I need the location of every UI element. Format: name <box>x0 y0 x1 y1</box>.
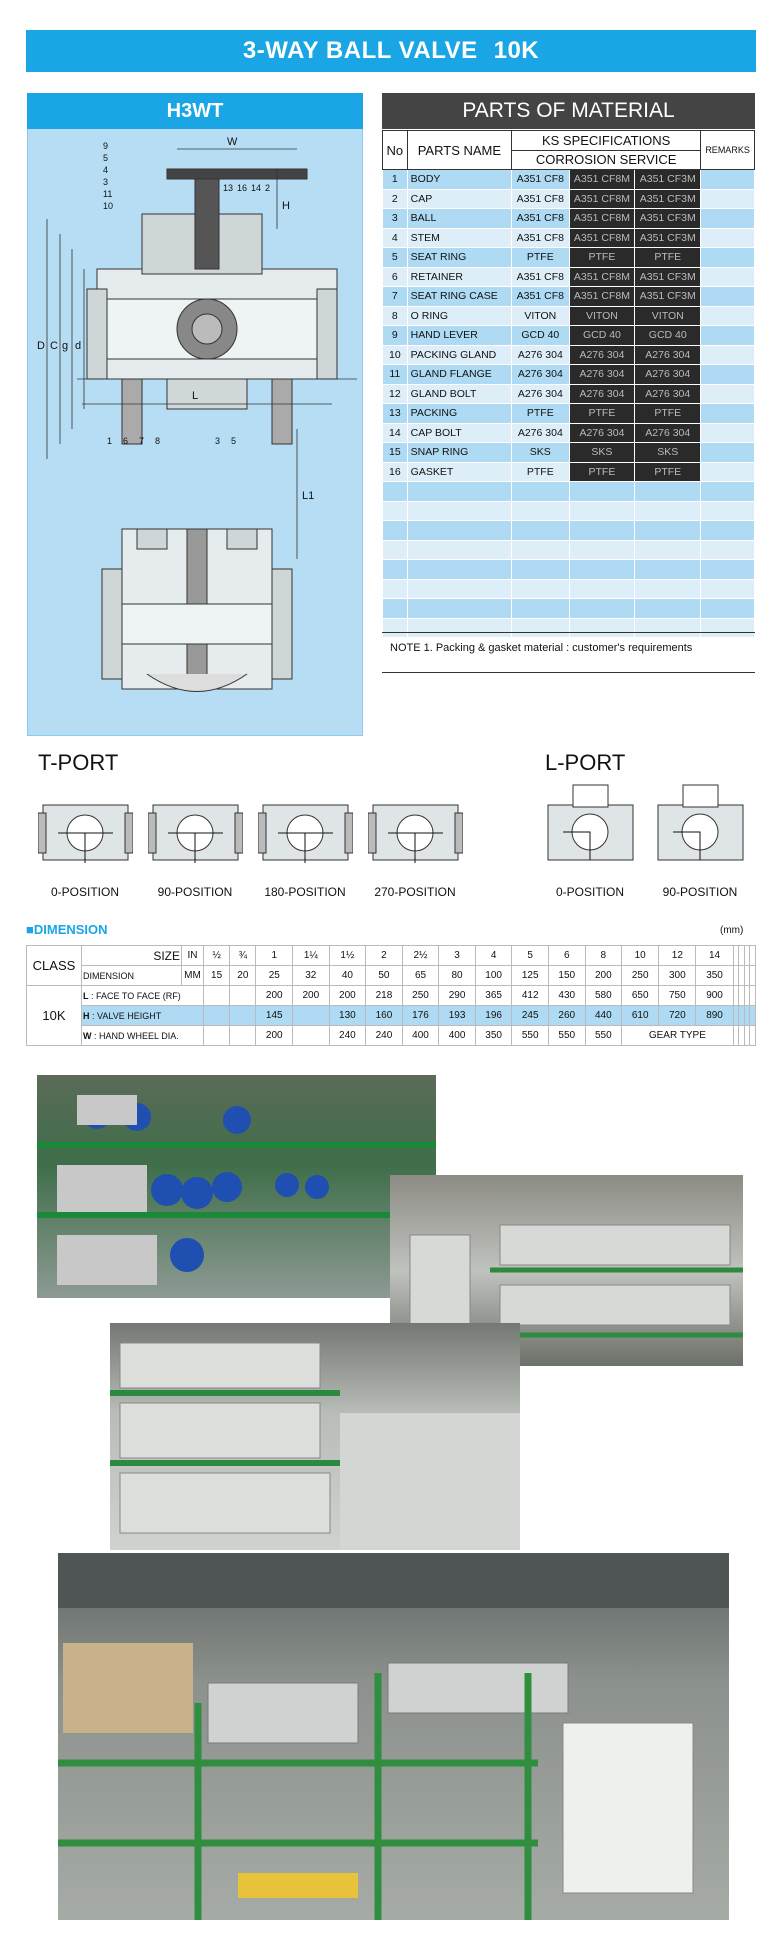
part-material-a: PTFE <box>512 462 569 482</box>
valve-cross-section-drawing <box>27 129 363 736</box>
table-row <box>383 384 755 404</box>
part-name: O RING <box>407 306 511 326</box>
callout: 3 <box>103 177 109 187</box>
t-port-diagram <box>368 795 463 875</box>
table-row <box>383 306 755 326</box>
part-name: CAP BOLT <box>407 423 511 443</box>
callout: 14 <box>251 183 262 193</box>
dim-value: 750 <box>659 986 696 1006</box>
header-parts-name: PARTS NAME <box>407 131 511 170</box>
part-remarks <box>701 267 755 287</box>
size-inch: 6 <box>548 946 585 966</box>
part-material-a: GCD 40 <box>512 326 569 346</box>
part-material-b: A351 CF8M <box>569 287 635 307</box>
table-row <box>383 326 755 346</box>
dim-value: 440 <box>585 1006 622 1026</box>
size-inch: 12 <box>659 946 696 966</box>
t-port-diagram <box>38 795 133 875</box>
part-name: BALL <box>407 209 511 229</box>
dim-value: 196 <box>475 1006 512 1026</box>
size-mm: 50 <box>366 966 403 986</box>
part-remarks <box>701 326 755 346</box>
dim-value: 250 <box>402 986 439 1006</box>
dim-value: 580 <box>585 986 622 1006</box>
table-row <box>383 228 755 248</box>
size-inch: 4 <box>475 946 512 966</box>
dim-code: L <box>83 990 89 1001</box>
size-mm: 40 <box>329 966 366 986</box>
size-inch: ½ <box>204 946 230 966</box>
part-no: 12 <box>383 384 408 404</box>
table-row <box>383 209 755 229</box>
part-material-b: A276 304 <box>569 384 635 404</box>
part-material-b: GCD 40 <box>569 326 635 346</box>
part-material-c: VITON <box>635 306 701 326</box>
part-material-b: A351 CF8M <box>569 267 635 287</box>
dim-g: g <box>62 340 69 352</box>
part-no: 7 <box>383 287 408 307</box>
part-name: GASKET <box>407 462 511 482</box>
part-material-a: VITON <box>512 306 569 326</box>
part-name: GLAND BOLT <box>407 384 511 404</box>
dim-code: H <box>83 1010 90 1021</box>
dim-value <box>204 986 230 1006</box>
header-ks-spec: KS SPECIFICATIONS <box>512 131 701 151</box>
parts-table <box>382 130 755 638</box>
dim-value: 365 <box>475 986 512 1006</box>
callout: 10 <box>103 201 114 211</box>
dim-value <box>230 986 256 1006</box>
page-banner <box>26 30 756 72</box>
size-inch: 2½ <box>402 946 439 966</box>
part-material-a: A276 304 <box>512 384 569 404</box>
size-mm: 100 <box>475 966 512 986</box>
part-name: SNAP RING <box>407 443 511 463</box>
dim-value: 260 <box>548 1006 585 1026</box>
part-name: HAND LEVER <box>407 326 511 346</box>
header-no: No <box>383 131 408 170</box>
part-material-c: PTFE <box>635 462 701 482</box>
part-material-b: A351 CF8M <box>569 170 635 190</box>
callout: 3 <box>215 436 221 446</box>
size-mm: 150 <box>548 966 585 986</box>
dim-C: C <box>50 340 58 352</box>
table-row <box>383 248 755 268</box>
l-port-position-label: 0-POSITION <box>555 885 624 899</box>
part-remarks <box>701 423 755 443</box>
size-header: SIZE <box>82 946 182 966</box>
part-material-a: A351 CF8 <box>512 189 569 209</box>
dim-value: 218 <box>366 986 403 1006</box>
dim-desc: : VALVE HEIGHT <box>92 1010 162 1021</box>
part-material-c: A276 304 <box>635 365 701 385</box>
part-material-c: A351 CF3M <box>635 189 701 209</box>
size-inch: 14 <box>696 946 733 966</box>
dim-value: 240 <box>366 1026 403 1046</box>
size-inch: 2 <box>366 946 403 966</box>
table-row <box>383 345 755 365</box>
part-material-c: A351 CF3M <box>635 170 701 190</box>
drawing-title: H3WT <box>27 93 363 129</box>
callout: 5 <box>231 436 237 446</box>
empty-row <box>383 521 755 541</box>
dim-value: 890 <box>696 1006 733 1026</box>
table-row <box>383 267 755 287</box>
dim-desc: : HAND WHEEL DIA. <box>94 1030 179 1041</box>
callout: 13 <box>223 183 234 193</box>
empty-row <box>383 560 755 580</box>
warehouse-photo-3 <box>110 1323 520 1550</box>
dim-value: 145 <box>256 1006 293 1026</box>
part-material-b: A276 304 <box>569 345 635 365</box>
part-material-b: A276 304 <box>569 423 635 443</box>
part-material-c: GCD 40 <box>635 326 701 346</box>
part-material-c: A276 304 <box>635 345 701 365</box>
part-material-a: A351 CF8 <box>512 170 569 190</box>
mm-header: MM <box>182 966 204 986</box>
part-material-c: A351 CF3M <box>635 209 701 229</box>
dim-L1: L1 <box>302 490 315 502</box>
table-row <box>383 443 755 463</box>
dim-L: L <box>192 390 199 402</box>
part-name: RETAINER <box>407 267 511 287</box>
table-row <box>383 287 755 307</box>
part-remarks <box>701 248 755 268</box>
dimension-label-text: DIMENSION <box>33 922 108 937</box>
empty-row <box>383 501 755 521</box>
warehouse-photo-4 <box>58 1553 729 1920</box>
dim-value <box>204 1026 230 1046</box>
dim-value: 350 <box>475 1026 512 1046</box>
part-material-a: A276 304 <box>512 345 569 365</box>
size-mm: 80 <box>439 966 476 986</box>
size-mm: 125 <box>512 966 549 986</box>
header-corrosion: CORROSION SERVICE <box>512 150 701 170</box>
class-value: 10K <box>27 986 82 1046</box>
part-remarks <box>701 209 755 229</box>
banner-title: 3-WAY BALL VALVE <box>242 37 478 64</box>
dim-value: 400 <box>402 1026 439 1046</box>
part-no: 10 <box>383 345 408 365</box>
t-port-position-label: 0-POSITION <box>50 885 119 899</box>
part-no: 6 <box>383 267 408 287</box>
dim-value <box>293 1006 330 1026</box>
t-port-position-label: 270-POSITION <box>374 885 456 899</box>
dim-value: 720 <box>659 1006 696 1026</box>
part-no: 2 <box>383 189 408 209</box>
empty-row <box>383 618 755 638</box>
part-material-c: SKS <box>635 443 701 463</box>
part-material-a: PTFE <box>512 404 569 424</box>
size-mm: 300 <box>659 966 696 986</box>
empty-row <box>383 579 755 599</box>
part-material-a: A351 CF8 <box>512 267 569 287</box>
dim-desc: : FACE TO FACE (RF) <box>91 990 181 1001</box>
l-port-position-label: 90-POSITION <box>662 885 738 899</box>
part-material-b: A351 CF8M <box>569 189 635 209</box>
part-material-c: A351 CF3M <box>635 228 701 248</box>
dim-row-label <box>82 1026 204 1046</box>
dim-value: 176 <box>402 1006 439 1026</box>
part-material-b: PTFE <box>569 248 635 268</box>
part-name: CAP <box>407 189 511 209</box>
empty-row <box>383 540 755 560</box>
callout: 7 <box>139 436 145 446</box>
callout: 6 <box>123 436 129 446</box>
callout: 1 <box>107 436 113 446</box>
part-material-a: A276 304 <box>512 365 569 385</box>
size-mm: 350 <box>696 966 733 986</box>
part-name: BODY <box>407 170 511 190</box>
part-name: SEAT RING CASE <box>407 287 511 307</box>
part-remarks <box>701 287 755 307</box>
class-header: CLASS <box>27 946 82 986</box>
part-remarks <box>701 384 755 404</box>
part-material-b: SKS <box>569 443 635 463</box>
size-mm: 65 <box>402 966 439 986</box>
size-inch: 10 <box>622 946 659 966</box>
table-row <box>383 423 755 443</box>
callout: 2 <box>265 183 271 193</box>
part-remarks <box>701 365 755 385</box>
dim-row-label <box>82 1006 204 1026</box>
dimension-unit: (mm) <box>720 925 744 936</box>
callout: 9 <box>103 141 109 151</box>
warehouse-photo-1 <box>37 1075 436 1298</box>
table-row <box>383 365 755 385</box>
size-inch: 1¼ <box>293 946 330 966</box>
dim-value: 900 <box>696 986 733 1006</box>
gear-type: GEAR TYPE <box>622 1026 734 1046</box>
dim-value: 200 <box>256 1026 293 1046</box>
dim-code: W <box>83 1030 92 1041</box>
part-remarks <box>701 404 755 424</box>
part-material-b: A351 CF8M <box>569 209 635 229</box>
l-port-diagram <box>543 780 638 875</box>
part-material-b: A276 304 <box>569 365 635 385</box>
part-remarks <box>701 306 755 326</box>
parts-title: PARTS OF MATERIAL <box>382 93 755 129</box>
size-inch: 8 <box>585 946 622 966</box>
part-remarks <box>701 443 755 463</box>
dimension-label: ■DIMENSION <box>26 922 108 937</box>
part-name: SEAT RING <box>407 248 511 268</box>
dim-value: 610 <box>622 1006 659 1026</box>
part-material-c: A276 304 <box>635 423 701 443</box>
l-port-diagram <box>653 780 748 875</box>
part-material-c: PTFE <box>635 248 701 268</box>
part-material-a: PTFE <box>512 248 569 268</box>
part-no: 9 <box>383 326 408 346</box>
part-no: 8 <box>383 306 408 326</box>
part-material-c: A351 CF3M <box>635 287 701 307</box>
dim-value: 245 <box>512 1006 549 1026</box>
l-port-title: L-PORT <box>545 750 626 775</box>
dim-W: W <box>227 136 238 148</box>
banner-class: 10K <box>493 37 540 64</box>
dim-H: H <box>282 200 290 212</box>
part-material-c: A351 CF3M <box>635 267 701 287</box>
part-material-a: SKS <box>512 443 569 463</box>
part-no: 14 <box>383 423 408 443</box>
dim-value: 130 <box>329 1006 366 1026</box>
dim-value: 650 <box>622 986 659 1006</box>
part-material-b: PTFE <box>569 404 635 424</box>
part-material-b: A351 CF8M <box>569 228 635 248</box>
size-mm: 20 <box>230 966 256 986</box>
part-name: PACKING GLAND <box>407 345 511 365</box>
part-no: 11 <box>383 365 408 385</box>
table-row <box>383 462 755 482</box>
part-material-c: PTFE <box>635 404 701 424</box>
part-material-a: A351 CF8 <box>512 287 569 307</box>
part-no: 15 <box>383 443 408 463</box>
size-mm: 200 <box>585 966 622 986</box>
dim-value: 193 <box>439 1006 476 1026</box>
part-remarks <box>701 228 755 248</box>
part-material-b: VITON <box>569 306 635 326</box>
dim-value: 240 <box>329 1026 366 1046</box>
size-inch: ¾ <box>230 946 256 966</box>
t-port-diagram <box>148 795 243 875</box>
part-material-a: A351 CF8 <box>512 209 569 229</box>
part-material-a: A351 CF8 <box>512 228 569 248</box>
dimension-header: DIMENSION <box>82 966 182 986</box>
dim-row-label <box>82 986 204 1006</box>
header-remarks: REMARKS <box>701 131 755 170</box>
table-row <box>383 170 755 190</box>
dim-value: 412 <box>512 986 549 1006</box>
t-port-position-label: 180-POSITION <box>264 885 346 899</box>
dimension-table <box>26 945 756 1046</box>
part-name: PACKING <box>407 404 511 424</box>
dim-d: d <box>75 340 82 352</box>
part-name: STEM <box>407 228 511 248</box>
dim-D: D <box>37 340 45 352</box>
part-remarks <box>701 462 755 482</box>
part-no: 3 <box>383 209 408 229</box>
part-remarks <box>701 170 755 190</box>
callout: 11 <box>103 189 113 199</box>
table-row <box>383 404 755 424</box>
dim-value <box>293 1026 330 1046</box>
dim-value: 550 <box>585 1026 622 1046</box>
part-name: GLAND FLANGE <box>407 365 511 385</box>
size-inch: 3 <box>439 946 476 966</box>
size-inch: 5 <box>512 946 549 966</box>
dim-value: 550 <box>512 1026 549 1046</box>
table-row <box>383 189 755 209</box>
callout: 5 <box>103 153 109 163</box>
dim-value: 290 <box>439 986 476 1006</box>
part-material-b: PTFE <box>569 462 635 482</box>
part-no: 4 <box>383 228 408 248</box>
size-mm: 32 <box>293 966 330 986</box>
parts-note: NOTE 1. Packing & gasket material : customer's requirements <box>390 642 693 654</box>
t-port-diagram <box>258 795 353 875</box>
callout: 4 <box>103 165 109 175</box>
part-no: 5 <box>383 248 408 268</box>
part-no: 1 <box>383 170 408 190</box>
dim-value: 400 <box>439 1026 476 1046</box>
empty-row <box>383 482 755 502</box>
part-remarks <box>701 345 755 365</box>
part-material-a: A276 304 <box>512 423 569 443</box>
part-no: 16 <box>383 462 408 482</box>
dim-value: 200 <box>256 986 293 1006</box>
in-header: IN <box>182 946 204 966</box>
size-inch: 1½ <box>329 946 366 966</box>
dim-value <box>230 1006 256 1026</box>
callout: 16 <box>237 183 248 193</box>
dim-value: 550 <box>548 1026 585 1046</box>
size-inch: 1 <box>256 946 293 966</box>
part-remarks <box>701 189 755 209</box>
dim-value: 200 <box>329 986 366 1006</box>
dim-value: 430 <box>548 986 585 1006</box>
dim-value <box>204 1006 230 1026</box>
dim-value: 200 <box>293 986 330 1006</box>
size-mm: 15 <box>204 966 230 986</box>
dim-value <box>230 1026 256 1046</box>
size-mm: 25 <box>256 966 293 986</box>
size-mm: 250 <box>622 966 659 986</box>
part-material-c: A276 304 <box>635 384 701 404</box>
empty-row <box>383 599 755 619</box>
callout: 8 <box>155 436 161 446</box>
t-port-position-label: 90-POSITION <box>157 885 233 899</box>
t-port-title: T-PORT <box>38 750 119 775</box>
part-no: 13 <box>383 404 408 424</box>
dim-value: 160 <box>366 1006 403 1026</box>
